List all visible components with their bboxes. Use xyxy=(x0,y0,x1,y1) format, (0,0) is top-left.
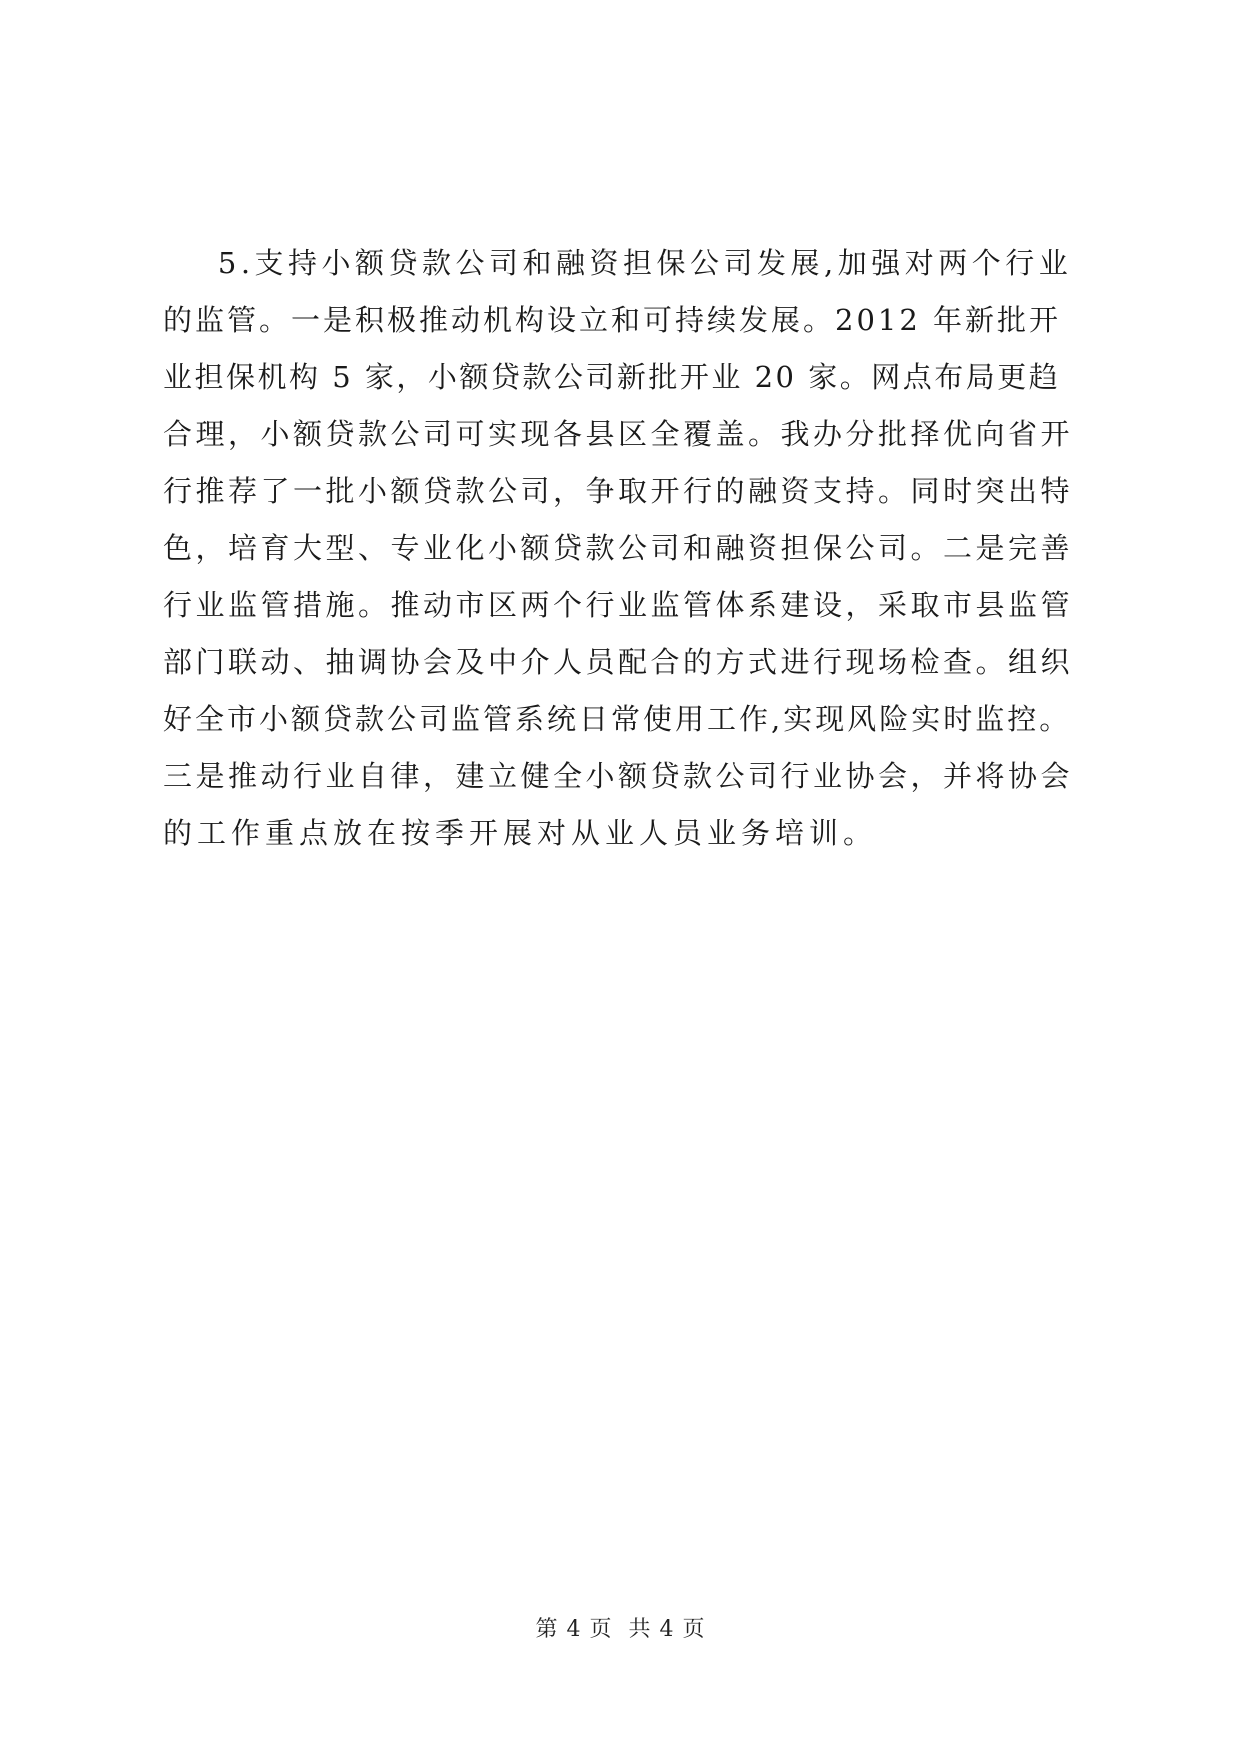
paragraph-line: 色，培育大型、专业化小额贷款公司和融资担保公司。二是完善 xyxy=(163,531,1074,565)
paragraph-line: 5.支持小额贷款公司和融资担保公司发展,加强对两个行业 xyxy=(163,246,1073,280)
paragraph-line: 合理，小额贷款公司可实现各县区全覆盖。我办分批择优向省开 xyxy=(163,417,1074,451)
paragraph-line: 的监管。一是积极推动机构设立和可持续发展。2012 年新批开 xyxy=(163,303,1062,337)
paragraph-line: 行推荐了一批小额贷款公司，争取开行的融资支持。同时突出特 xyxy=(163,474,1074,508)
paragraph-line: 行业监管措施。推动市区两个行业监管体系建设，采取市县监管 xyxy=(163,588,1074,622)
paragraph-line: 好全市小额贷款公司监管系统日常使用工作,实现风险实时监控。 xyxy=(163,702,1072,736)
paragraph-line: 的工作重点放在按季开展对从业人员业务培训。 xyxy=(163,816,878,850)
page-number-footer: 第 4 页 共 4 页 xyxy=(535,1617,706,1642)
paragraph-line: 三是推动行业自律，建立健全小额贷款公司行业协会，并将协会 xyxy=(163,759,1074,793)
paragraph-line: 业担保机构 5 家，小额贷款公司新批开业 20 家。网点布局更趋 xyxy=(163,360,1061,394)
paragraph-line: 部门联动、抽调协会及中介人员配合的方式进行现场检查。组织 xyxy=(163,645,1074,679)
paragraph xyxy=(163,235,1075,862)
